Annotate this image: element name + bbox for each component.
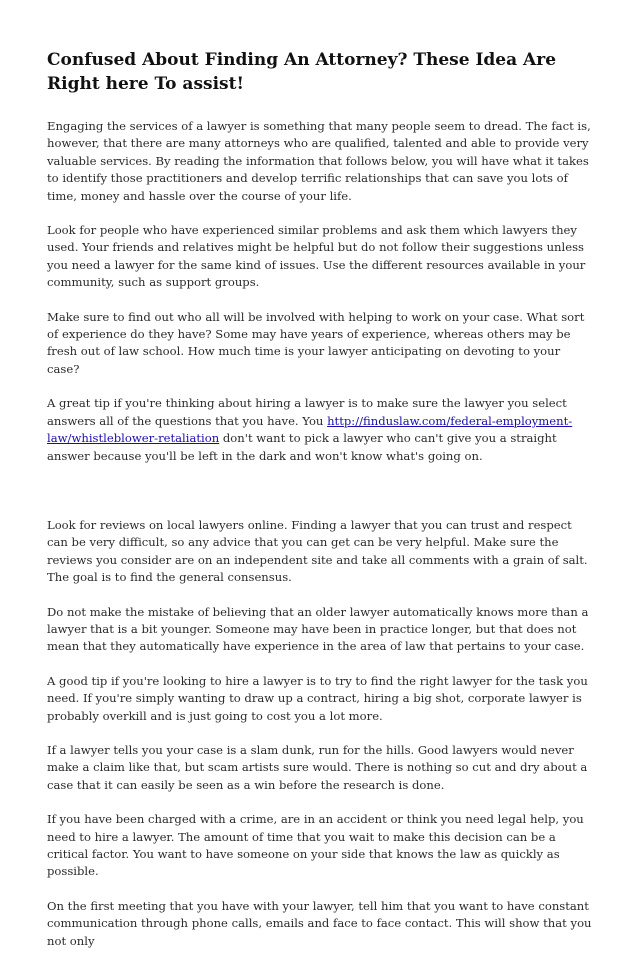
paragraph-charged-crime: If you have been charged with a crime, are in an accident or think you need legal help, you need to hire a lawyer. The amount of time that you wait to make this decision can be a critical factor. You want to have someone on your side that knows the law as quickly as possible. xyxy=(47,812,584,879)
paragraph-reviews: Look for reviews on local lawyers online. Finding a lawyer that you can trust and respect can be very difficult, so any advice that you can get can be very helpful. Make sure the reviews you consider are on an independent site and take all comments with a grain of salt. The goal is to find the general consensus. xyxy=(47,517,588,585)
paragraph-right-lawyer: A good tip if you're looking to hire a lawyer is to try to find the right lawyer for the task you need. If you're simply wanting to draw up a contract, hiring a big shot, corporate lawyer is probably overkill and is just going to cost you a lot more. xyxy=(47,673,588,723)
paragraph-great-tip xyxy=(47,395,595,465)
paragraph-ask-people: Look for people who have experienced similar problems and ask them which lawyers they used. Your friends and relatives might be helpful but do not follow their suggestions unless you need a lawyer for the same kind of issues. Use the different resources available in your community, such as support groups. xyxy=(47,223,586,290)
paragraph-great-tip-after: don't want to pick a lawyer who can't give you a straight answer because you'll be left in the dark and won't know what's going on. xyxy=(47,431,557,463)
paragraph-intro: Engaging the services of a lawyer is something that many people seem to dread. The fact is, however, that there are many attorneys who are qualified, talented and able to provide very valuable services. By reading the information that follows below, you will have what it takes to identify those practitioners and develop terrific relationships that can save you lots of time, money and hassle over the course of your life. xyxy=(47,119,591,203)
paragraph-older-lawyer: Do not make the mistake of believing that an older lawyer automatically knows more than a lawyer that is a bit younger. Someone may have been in practice longer, but that does not mean that they automatically have experience in the area of law that pertains to your case. xyxy=(47,604,589,654)
paragraph-slam-dunk: If a lawyer tells you your case is a slam dunk, run for the hills. Good lawyers would never make a claim like that, but scam artists sure would. There is nothing so cut and dry about a case that it can easily be seen as a win before the research is done. xyxy=(47,742,588,792)
paragraph-case-team: Make sure to find out who all will be involved with helping to work on your case. What sort of experience do they have? Some may have years of experience, whereas others may be fresh out of law school. How much time is your lawyer anticipating on devoting to your case? xyxy=(47,309,585,376)
whistleblower-retaliation-link[interactable]: http://finduslaw.com/federal-employment-law/whistleblower-retaliation xyxy=(47,413,573,446)
page-title: Confused About Finding An Attorney? These Idea Are Right here To assist! xyxy=(47,50,557,94)
paragraph-first-meeting: On the first meeting that you have with your lawyer, tell him that you want to have constant communication through phone calls, emails and face to face contact. This will show that you not only xyxy=(47,898,592,948)
paragraph-great-tip-before: A great tip if you're thinking about hiring a lawyer is to make sure the lawyer you select answers all of the questions that you have. You xyxy=(47,396,567,428)
document-page xyxy=(47,48,595,967)
